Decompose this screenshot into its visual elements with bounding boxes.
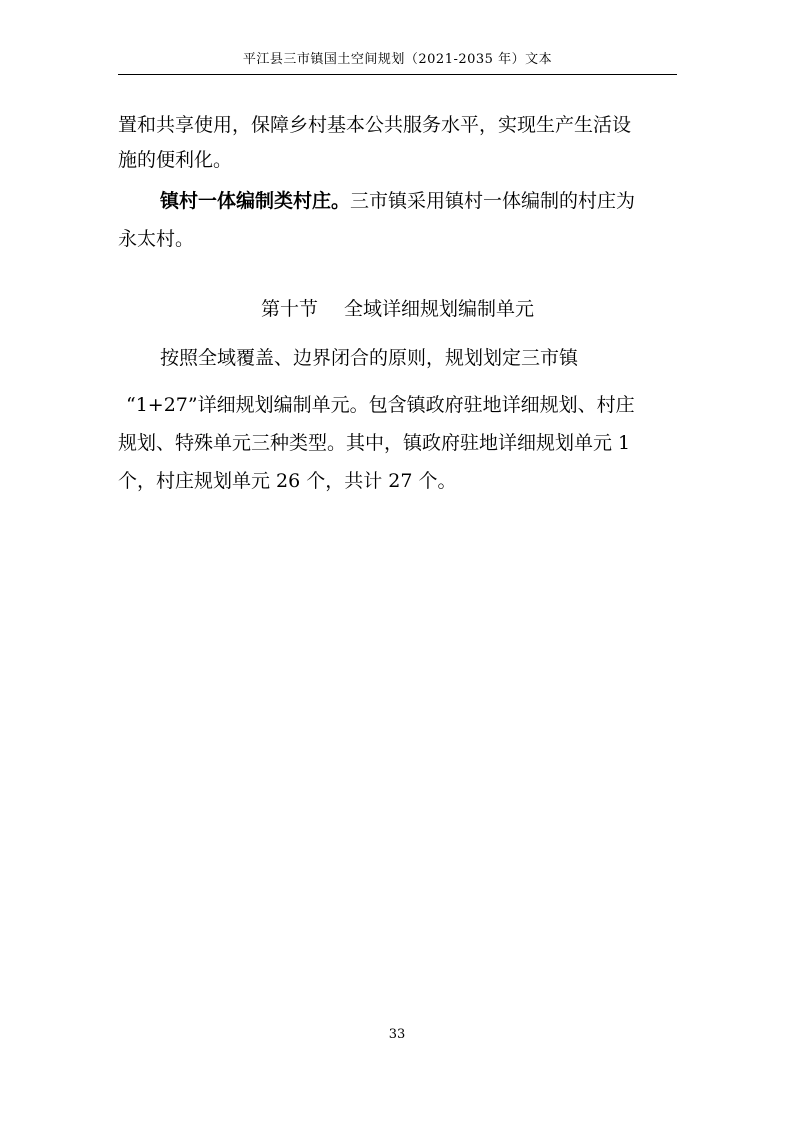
paragraph-3-line-4: 个，村庄规划单元 26 个，共计 27 个。 [118,470,457,492]
paragraph-3-line-3: 规划、特殊单元三种类型。其中，镇政府驻地详细规划单元 1 [118,432,631,454]
paragraph-2-bold-lead: 镇村一体编制类村庄。 [160,190,351,212]
paragraph-1-line-1: 置和共享使用，保障乡村基本公共服务水平，实现生产生活设 [118,114,632,136]
header-divider [118,74,677,75]
section-number: 第十节 [260,298,318,320]
section-title: 全域详细规划编制单元 [344,298,535,320]
paragraph-3-line-1: 按照全域覆盖、边界闭合的原则，规划划定三市镇 [160,347,579,369]
paragraph-2-line-2: 永太村。 [118,228,195,250]
paragraph-2-line-1-text: 三市镇采用镇村一体编制的村庄为 [350,190,636,212]
running-header-title: 平江县三市镇国土空间规划（2021-2035 年）文本 [242,52,553,67]
section-heading [118,294,677,324]
paragraph-1-line-2: 施的便利化。 [118,149,233,171]
page-number: 33 [388,1027,406,1042]
paragraph-3-line-2: “1+27”详细规划编制单元。包含镇政府驻地详细规划、村庄 [126,394,635,416]
paragraph-2-line-1 [160,186,635,216]
